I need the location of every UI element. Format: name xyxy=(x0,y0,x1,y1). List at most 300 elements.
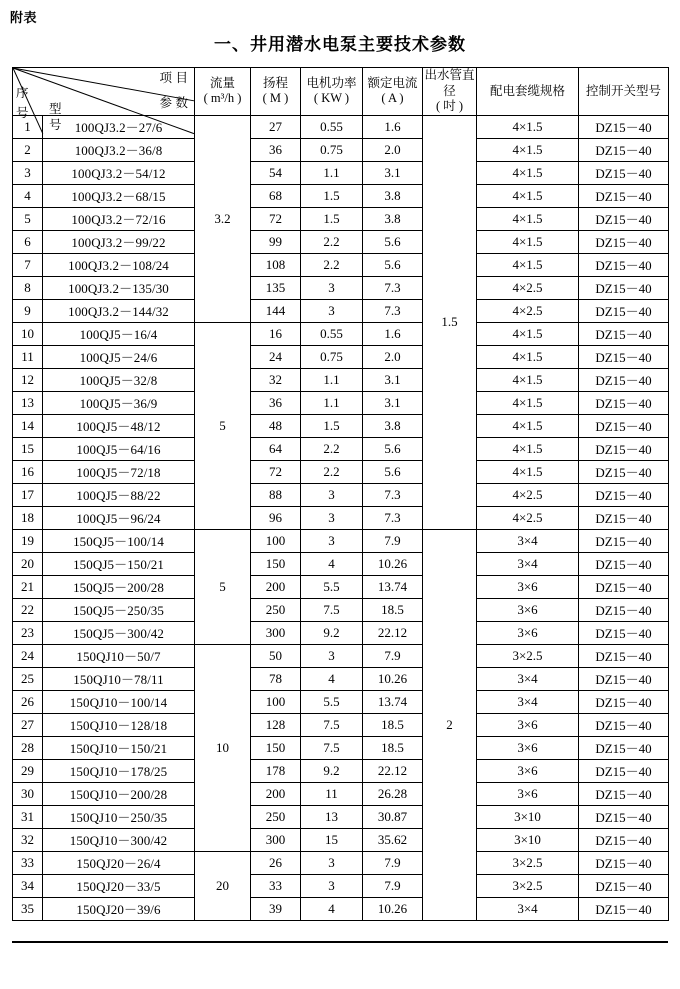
cell-current: 10.26 xyxy=(363,552,423,575)
cell-cable: 3×10 xyxy=(477,828,579,851)
header-head-label: 扬程 xyxy=(262,75,288,90)
cell-cable: 3×4 xyxy=(477,552,579,575)
table-row xyxy=(13,460,669,483)
table-row xyxy=(13,598,669,621)
table-row xyxy=(13,736,669,759)
cell-cable: 4×2.5 xyxy=(477,276,579,299)
cell-power: 1.5 xyxy=(301,414,363,437)
cell-power: 1.5 xyxy=(301,207,363,230)
cell-head: 200 xyxy=(251,782,301,805)
cell-switch: DZ15－40 xyxy=(579,184,669,207)
cell-model: 100QJ3.2－54/12 xyxy=(43,161,195,184)
cell-no: 19 xyxy=(13,529,43,552)
cell-cable: 4×1.5 xyxy=(477,368,579,391)
cell-head: 78 xyxy=(251,667,301,690)
cell-cable: 4×1.5 xyxy=(477,115,579,138)
cell-current: 3.8 xyxy=(363,414,423,437)
cell-current: 22.12 xyxy=(363,759,423,782)
cell-model: 100QJ3.2－72/16 xyxy=(43,207,195,230)
cell-switch: DZ15－40 xyxy=(579,368,669,391)
cell-model: 150QJ10－300/42 xyxy=(43,828,195,851)
cell-cable: 3×6 xyxy=(477,575,579,598)
cell-flow: 5 xyxy=(195,529,251,644)
cell-power: 4 xyxy=(301,897,363,920)
cell-cable: 3×4 xyxy=(477,897,579,920)
cell-head: 36 xyxy=(251,391,301,414)
cell-no: 31 xyxy=(13,805,43,828)
cell-cable: 3×6 xyxy=(477,621,579,644)
cell-current: 2.0 xyxy=(363,138,423,161)
table-row xyxy=(13,621,669,644)
cell-head: 250 xyxy=(251,598,301,621)
cell-model: 100QJ5－88/22 xyxy=(43,483,195,506)
cell-cable: 4×1.5 xyxy=(477,437,579,460)
cell-power: 3 xyxy=(301,874,363,897)
cell-no: 27 xyxy=(13,713,43,736)
cell-model: 100QJ5－32/8 xyxy=(43,368,195,391)
cell-no: 33 xyxy=(13,851,43,874)
header-flow-label: 流量 xyxy=(209,75,235,90)
cell-model: 150QJ10－150/21 xyxy=(43,736,195,759)
cell-model: 100QJ5－24/6 xyxy=(43,345,195,368)
table-header-row xyxy=(13,68,669,116)
table-row xyxy=(13,161,669,184)
cell-switch: DZ15－40 xyxy=(579,897,669,920)
cell-power: 3 xyxy=(301,276,363,299)
cell-cable: 4×1.5 xyxy=(477,345,579,368)
header-corner-cell: 项 目 参 数 序 号 型 号 xyxy=(13,68,195,116)
cell-power: 5.5 xyxy=(301,575,363,598)
cell-head: 32 xyxy=(251,368,301,391)
cell-no: 8 xyxy=(13,276,43,299)
cell-current: 10.26 xyxy=(363,667,423,690)
cell-flow: 10 xyxy=(195,644,251,851)
cell-model: 150QJ5－150/21 xyxy=(43,552,195,575)
page-title: 一、井用潜水电泵主要技术参数 xyxy=(214,35,466,54)
cell-power: 5.5 xyxy=(301,690,363,713)
cell-cable: 3×6 xyxy=(477,598,579,621)
cell-switch: DZ15－40 xyxy=(579,598,669,621)
table-row xyxy=(13,759,669,782)
header-pipe xyxy=(423,68,477,116)
table-row xyxy=(13,276,669,299)
header-current-unit: ( A ) xyxy=(381,91,404,106)
cell-head: 16 xyxy=(251,322,301,345)
table-row xyxy=(13,897,669,920)
cell-cable: 3×6 xyxy=(477,782,579,805)
cell-head: 99 xyxy=(251,230,301,253)
cell-model: 150QJ20－39/6 xyxy=(43,897,195,920)
cell-model: 100QJ3.2－144/32 xyxy=(43,299,195,322)
cell-cable: 4×1.5 xyxy=(477,391,579,414)
cell-head: 150 xyxy=(251,736,301,759)
table-row xyxy=(13,437,669,460)
cell-current: 10.26 xyxy=(363,897,423,920)
cell-power: 1.1 xyxy=(301,391,363,414)
cell-switch: DZ15－40 xyxy=(579,736,669,759)
table-row xyxy=(13,713,669,736)
header-flow xyxy=(195,68,251,116)
cell-current: 7.9 xyxy=(363,644,423,667)
table-row xyxy=(13,230,669,253)
cell-power: 9.2 xyxy=(301,621,363,644)
cell-no: 21 xyxy=(13,575,43,598)
cell-switch: DZ15－40 xyxy=(579,207,669,230)
cell-head: 150 xyxy=(251,552,301,575)
cell-cable: 3×4 xyxy=(477,529,579,552)
header-cable-label: 配电套缆规格 xyxy=(489,83,565,98)
cell-current: 18.5 xyxy=(363,713,423,736)
cell-power: 0.75 xyxy=(301,345,363,368)
cell-no: 18 xyxy=(13,506,43,529)
cell-switch: DZ15－40 xyxy=(579,529,669,552)
cell-power: 0.55 xyxy=(301,322,363,345)
header-switch-label: 控制开关型号 xyxy=(585,83,661,98)
cell-head: 72 xyxy=(251,207,301,230)
cell-cable: 4×1.5 xyxy=(477,414,579,437)
cell-head: 36 xyxy=(251,138,301,161)
cell-head: 135 xyxy=(251,276,301,299)
table-row xyxy=(13,552,669,575)
header-power-label: 电机功率 xyxy=(306,75,357,90)
table-row xyxy=(13,506,669,529)
cell-model: 150QJ10－250/35 xyxy=(43,805,195,828)
cell-no: 6 xyxy=(13,230,43,253)
cell-cable: 4×1.5 xyxy=(477,253,579,276)
cell-head: 27 xyxy=(251,115,301,138)
cell-power: 15 xyxy=(301,828,363,851)
table-row xyxy=(13,575,669,598)
cell-current: 35.62 xyxy=(363,828,423,851)
cell-current: 7.3 xyxy=(363,299,423,322)
header-pipe-unit: ( 吋 ) xyxy=(435,99,464,114)
table-row xyxy=(13,345,669,368)
table-row xyxy=(13,874,669,897)
cell-no: 12 xyxy=(13,368,43,391)
cell-model: 100QJ3.2－108/24 xyxy=(43,253,195,276)
cell-model: 150QJ10－100/14 xyxy=(43,690,195,713)
cell-switch: DZ15－40 xyxy=(579,782,669,805)
cell-power: 2.2 xyxy=(301,230,363,253)
cell-head: 26 xyxy=(251,851,301,874)
cell-cable: 3×2.5 xyxy=(477,644,579,667)
cell-power: 7.5 xyxy=(301,736,363,759)
cell-head: 128 xyxy=(251,713,301,736)
cell-no: 5 xyxy=(13,207,43,230)
header-power-unit: ( KW ) xyxy=(313,91,350,106)
spec-table xyxy=(12,67,669,921)
table-row xyxy=(13,253,669,276)
cell-power: 7.5 xyxy=(301,713,363,736)
cell-cable: 3×6 xyxy=(477,736,579,759)
cell-switch: DZ15－40 xyxy=(579,437,669,460)
cell-switch: DZ15－40 xyxy=(579,828,669,851)
cell-model: 150QJ10－78/11 xyxy=(43,667,195,690)
cell-head: 24 xyxy=(251,345,301,368)
cell-head: 200 xyxy=(251,575,301,598)
cell-head: 88 xyxy=(251,483,301,506)
cell-no: 3 xyxy=(13,161,43,184)
cell-model: 100QJ5－36/9 xyxy=(43,391,195,414)
footer-rule xyxy=(12,941,668,943)
cell-switch: DZ15－40 xyxy=(579,874,669,897)
cell-current: 13.74 xyxy=(363,575,423,598)
cell-power: 3 xyxy=(301,483,363,506)
cell-head: 48 xyxy=(251,414,301,437)
cell-head: 64 xyxy=(251,437,301,460)
cell-model: 150QJ10－200/28 xyxy=(43,782,195,805)
table-row xyxy=(13,828,669,851)
cell-switch: DZ15－40 xyxy=(579,276,669,299)
cell-no: 28 xyxy=(13,736,43,759)
header-current xyxy=(363,68,423,116)
cell-cable: 3×2.5 xyxy=(477,851,579,874)
cell-cable: 4×2.5 xyxy=(477,483,579,506)
cell-head: 39 xyxy=(251,897,301,920)
table-row xyxy=(13,805,669,828)
cell-head: 144 xyxy=(251,299,301,322)
cell-no: 17 xyxy=(13,483,43,506)
table-row xyxy=(13,851,669,874)
cell-switch: DZ15－40 xyxy=(579,299,669,322)
cell-cable: 4×1.5 xyxy=(477,161,579,184)
cell-switch: DZ15－40 xyxy=(579,575,669,598)
cell-head: 300 xyxy=(251,828,301,851)
cell-no: 22 xyxy=(13,598,43,621)
cell-switch: DZ15－40 xyxy=(579,138,669,161)
cell-current: 7.3 xyxy=(363,483,423,506)
cell-head: 68 xyxy=(251,184,301,207)
cell-current: 3.1 xyxy=(363,368,423,391)
cell-current: 7.3 xyxy=(363,276,423,299)
cell-no: 23 xyxy=(13,621,43,644)
cell-power: 3 xyxy=(301,644,363,667)
cell-power: 11 xyxy=(301,782,363,805)
cell-switch: DZ15－40 xyxy=(579,805,669,828)
header-param-label: 参 数 xyxy=(159,96,188,111)
table-row xyxy=(13,184,669,207)
table-row xyxy=(13,414,669,437)
cell-current: 18.5 xyxy=(363,736,423,759)
cell-switch: DZ15－40 xyxy=(579,506,669,529)
cell-cable: 3×6 xyxy=(477,759,579,782)
cell-current: 3.1 xyxy=(363,161,423,184)
cell-no: 13 xyxy=(13,391,43,414)
cell-head: 100 xyxy=(251,690,301,713)
table-row xyxy=(13,644,669,667)
cell-model: 150QJ10－50/7 xyxy=(43,644,195,667)
cell-no: 4 xyxy=(13,184,43,207)
cell-model: 150QJ5－100/14 xyxy=(43,529,195,552)
cell-cable: 3×4 xyxy=(477,690,579,713)
table-row xyxy=(13,299,669,322)
cell-current: 5.6 xyxy=(363,253,423,276)
header-current-label: 额定电流 xyxy=(367,75,418,90)
cell-switch: DZ15－40 xyxy=(579,391,669,414)
cell-model: 150QJ5－200/28 xyxy=(43,575,195,598)
cell-power: 4 xyxy=(301,552,363,575)
header-power xyxy=(301,68,363,116)
table-row xyxy=(13,322,669,345)
cell-switch: DZ15－40 xyxy=(579,690,669,713)
cell-power: 4 xyxy=(301,667,363,690)
cell-switch: DZ15－40 xyxy=(579,115,669,138)
table-row xyxy=(13,483,669,506)
header-flow-unit: ( m³/h ) xyxy=(203,91,242,106)
cell-current: 5.6 xyxy=(363,437,423,460)
cell-model: 150QJ20－26/4 xyxy=(43,851,195,874)
spec-table-body xyxy=(13,115,669,920)
cell-head: 54 xyxy=(251,161,301,184)
cell-power: 3 xyxy=(301,299,363,322)
cell-no: 32 xyxy=(13,828,43,851)
header-switch xyxy=(579,68,669,116)
cell-head: 50 xyxy=(251,644,301,667)
cell-power: 2.2 xyxy=(301,253,363,276)
cell-switch: DZ15－40 xyxy=(579,414,669,437)
cell-current: 1.6 xyxy=(363,115,423,138)
cell-cable: 4×1.5 xyxy=(477,184,579,207)
cell-cable: 3×2.5 xyxy=(477,874,579,897)
cell-model: 100QJ3.2－135/30 xyxy=(43,276,195,299)
table-row xyxy=(13,782,669,805)
cell-no: 24 xyxy=(13,644,43,667)
header-head-unit: ( M ) xyxy=(262,91,289,106)
cell-switch: DZ15－40 xyxy=(579,644,669,667)
cell-switch: DZ15－40 xyxy=(579,713,669,736)
cell-no: 16 xyxy=(13,460,43,483)
cell-no: 11 xyxy=(13,345,43,368)
cell-power: 3 xyxy=(301,529,363,552)
cell-power: 7.5 xyxy=(301,598,363,621)
cell-current: 7.3 xyxy=(363,506,423,529)
cell-power: 1.1 xyxy=(301,161,363,184)
cell-head: 300 xyxy=(251,621,301,644)
cell-no: 26 xyxy=(13,690,43,713)
cell-current: 3.8 xyxy=(363,207,423,230)
cell-switch: DZ15－40 xyxy=(579,759,669,782)
cell-no: 7 xyxy=(13,253,43,276)
cell-switch: DZ15－40 xyxy=(579,253,669,276)
cell-model: 150QJ20－33/5 xyxy=(43,874,195,897)
cell-power: 1.5 xyxy=(301,184,363,207)
cell-current: 3.8 xyxy=(363,184,423,207)
cell-model: 100QJ3.2－36/8 xyxy=(43,138,195,161)
header-pipe-label: 出水管直径 xyxy=(424,68,475,98)
cell-cable: 4×2.5 xyxy=(477,299,579,322)
cell-switch: DZ15－40 xyxy=(579,345,669,368)
cell-model: 100QJ3.2－27/6 xyxy=(43,115,195,138)
cell-flow: 20 xyxy=(195,851,251,920)
cell-power: 0.55 xyxy=(301,115,363,138)
cell-head: 250 xyxy=(251,805,301,828)
cell-current: 26.28 xyxy=(363,782,423,805)
cell-model: 150QJ5－300/42 xyxy=(43,621,195,644)
cell-model: 100QJ3.2－68/15 xyxy=(43,184,195,207)
cell-cable: 3×4 xyxy=(477,667,579,690)
cell-current: 22.12 xyxy=(363,621,423,644)
cell-model: 100QJ5－64/16 xyxy=(43,437,195,460)
cell-switch: DZ15－40 xyxy=(579,552,669,575)
table-row xyxy=(13,391,669,414)
cell-head: 72 xyxy=(251,460,301,483)
cell-current: 7.9 xyxy=(363,529,423,552)
cell-cable: 3×10 xyxy=(477,805,579,828)
cell-model: 100QJ5－48/12 xyxy=(43,414,195,437)
cell-switch: DZ15－40 xyxy=(579,851,669,874)
table-row xyxy=(13,207,669,230)
header-head xyxy=(251,68,301,116)
cell-model: 150QJ5－250/35 xyxy=(43,598,195,621)
cell-power: 13 xyxy=(301,805,363,828)
cell-no: 25 xyxy=(13,667,43,690)
cell-no: 29 xyxy=(13,759,43,782)
cell-no: 20 xyxy=(13,552,43,575)
cell-cable: 4×1.5 xyxy=(477,207,579,230)
cell-flow: 5 xyxy=(195,322,251,529)
cell-no: 1 xyxy=(13,115,43,138)
cell-cable: 4×2.5 xyxy=(477,506,579,529)
table-row xyxy=(13,138,669,161)
table-row xyxy=(13,368,669,391)
cell-model: 100QJ5－16/4 xyxy=(43,322,195,345)
cell-cable: 3×6 xyxy=(477,713,579,736)
cell-current: 30.87 xyxy=(363,805,423,828)
cell-switch: DZ15－40 xyxy=(579,621,669,644)
cell-power: 2.2 xyxy=(301,437,363,460)
cell-flow: 3.2 xyxy=(195,115,251,322)
cell-switch: DZ15－40 xyxy=(579,230,669,253)
cell-cable: 4×1.5 xyxy=(477,322,579,345)
appendix-label: 附表 xyxy=(10,10,38,25)
cell-current: 7.9 xyxy=(363,874,423,897)
cell-switch: DZ15－40 xyxy=(579,322,669,345)
cell-current: 18.5 xyxy=(363,598,423,621)
cell-pipe: 2 xyxy=(423,529,477,920)
cell-no: 34 xyxy=(13,874,43,897)
cell-head: 108 xyxy=(251,253,301,276)
cell-power: 1.1 xyxy=(301,368,363,391)
table-row xyxy=(13,690,669,713)
cell-no: 9 xyxy=(13,299,43,322)
cell-head: 100 xyxy=(251,529,301,552)
cell-current: 7.9 xyxy=(363,851,423,874)
cell-no: 15 xyxy=(13,437,43,460)
cell-model: 100QJ3.2－99/22 xyxy=(43,230,195,253)
cell-current: 5.6 xyxy=(363,460,423,483)
header-item-label: 项 目 xyxy=(159,71,188,85)
cell-no: 30 xyxy=(13,782,43,805)
cell-current: 13.74 xyxy=(363,690,423,713)
cell-head: 33 xyxy=(251,874,301,897)
cell-current: 1.6 xyxy=(363,322,423,345)
cell-power: 3 xyxy=(301,851,363,874)
cell-switch: DZ15－40 xyxy=(579,483,669,506)
cell-power: 0.75 xyxy=(301,138,363,161)
cell-power: 3 xyxy=(301,506,363,529)
cell-power: 9.2 xyxy=(301,759,363,782)
cell-head: 178 xyxy=(251,759,301,782)
cell-head: 96 xyxy=(251,506,301,529)
cell-no: 10 xyxy=(13,322,43,345)
cell-no: 35 xyxy=(13,897,43,920)
table-row xyxy=(13,667,669,690)
cell-model: 100QJ5－72/18 xyxy=(43,460,195,483)
cell-model: 150QJ10－178/25 xyxy=(43,759,195,782)
cell-cable: 4×1.5 xyxy=(477,138,579,161)
cell-current: 3.1 xyxy=(363,391,423,414)
table-row xyxy=(13,529,669,552)
